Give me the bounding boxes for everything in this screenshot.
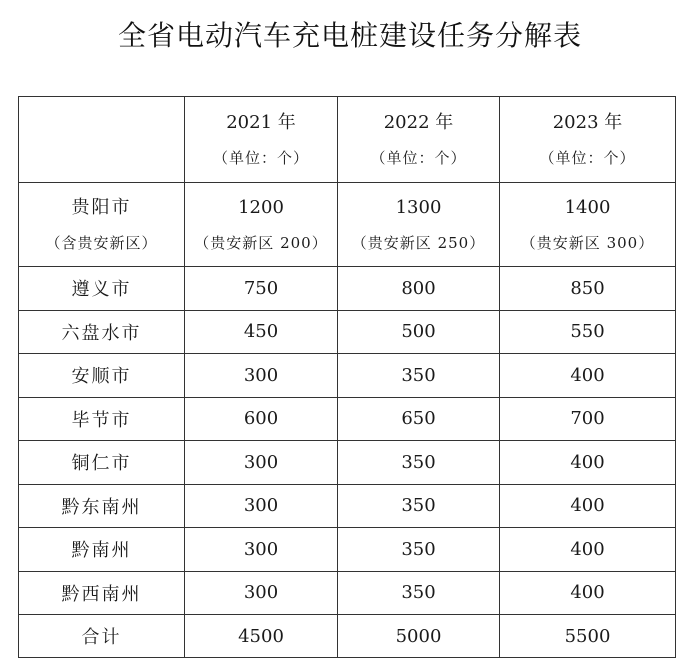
region-note: （含贵安新区）: [45, 233, 158, 252]
region-name: 毕节市: [19, 397, 185, 441]
unit-label: （单位：个）: [212, 148, 309, 167]
table-row: [19, 397, 676, 441]
region-name: 安顺市: [19, 354, 185, 398]
total-value-cell: 5000: [338, 615, 500, 658]
value-cell: 400: [500, 484, 676, 528]
total-row: [19, 615, 676, 658]
table-row: [19, 528, 676, 572]
value-cell: 300: [185, 484, 338, 528]
value-cell: 350: [338, 528, 500, 572]
value-cell: 700: [500, 397, 676, 441]
table-row: [19, 310, 676, 354]
value-cell: 400: [500, 441, 676, 485]
unit-label: （单位：个）: [539, 148, 636, 167]
table-row: [19, 441, 676, 485]
value-cell: [500, 183, 676, 267]
value-cell: 300: [185, 354, 338, 398]
value-note: （贵安新区 200）: [194, 233, 328, 252]
value-cell: 800: [338, 267, 500, 311]
region-cell: [19, 183, 185, 267]
value-cell: 350: [338, 484, 500, 528]
value-cell: 500: [338, 310, 500, 354]
value-cell: 300: [185, 571, 338, 615]
value-cell: [338, 183, 500, 267]
header-cell-2023: [500, 97, 676, 183]
value-cell: 350: [338, 354, 500, 398]
value-cell: [185, 183, 338, 267]
value-cell: 300: [185, 528, 338, 572]
value-cell: 600: [185, 397, 338, 441]
year-label: 2021 年: [226, 111, 296, 133]
value-cell: 300: [185, 441, 338, 485]
value-cell: 850: [500, 267, 676, 311]
total-value-cell: 4500: [185, 615, 338, 658]
value-cell: 350: [338, 441, 500, 485]
year-label: 2022 年: [383, 111, 454, 133]
unit-label: （单位：个）: [370, 148, 467, 167]
value-cell: 750: [185, 267, 338, 311]
value-note: （贵安新区 300）: [520, 233, 655, 252]
page-title: 全省电动汽车充电桩建设任务分解表: [117, 19, 582, 52]
value-cell: 450: [185, 310, 338, 354]
value: 1200: [238, 196, 284, 218]
value-cell: 400: [500, 571, 676, 615]
region-name: 六盘水市: [19, 310, 185, 354]
table-row: [19, 267, 676, 311]
table-header-row: [19, 97, 676, 183]
table-row: [19, 183, 676, 267]
region-name: 铜仁市: [19, 441, 185, 485]
task-table: [18, 96, 676, 658]
value-cell: 550: [500, 310, 676, 354]
table-row: [19, 484, 676, 528]
table-row: [19, 571, 676, 615]
value-cell: 350: [338, 571, 500, 615]
total-label: 合计: [19, 615, 185, 658]
region-name: 黔西南州: [19, 571, 185, 615]
table-row: [19, 354, 676, 398]
header-corner-cell: [19, 97, 185, 183]
value-note: （贵安新区 250）: [351, 233, 486, 252]
total-value-cell: 5500: [500, 615, 676, 658]
header-cell-2021: [185, 97, 338, 183]
region-name: 黔东南州: [19, 484, 185, 528]
header-cell-2022: [338, 97, 500, 183]
value-cell: 650: [338, 397, 500, 441]
value-cell: 400: [500, 354, 676, 398]
region-name: 遵义市: [19, 267, 185, 311]
region-name: 黔南州: [19, 528, 185, 572]
value: 1400: [564, 196, 611, 218]
year-label: 2023 年: [552, 111, 623, 133]
value-cell: 400: [500, 528, 676, 572]
value: 1300: [395, 196, 442, 218]
region-name: 贵阳市: [71, 196, 132, 218]
